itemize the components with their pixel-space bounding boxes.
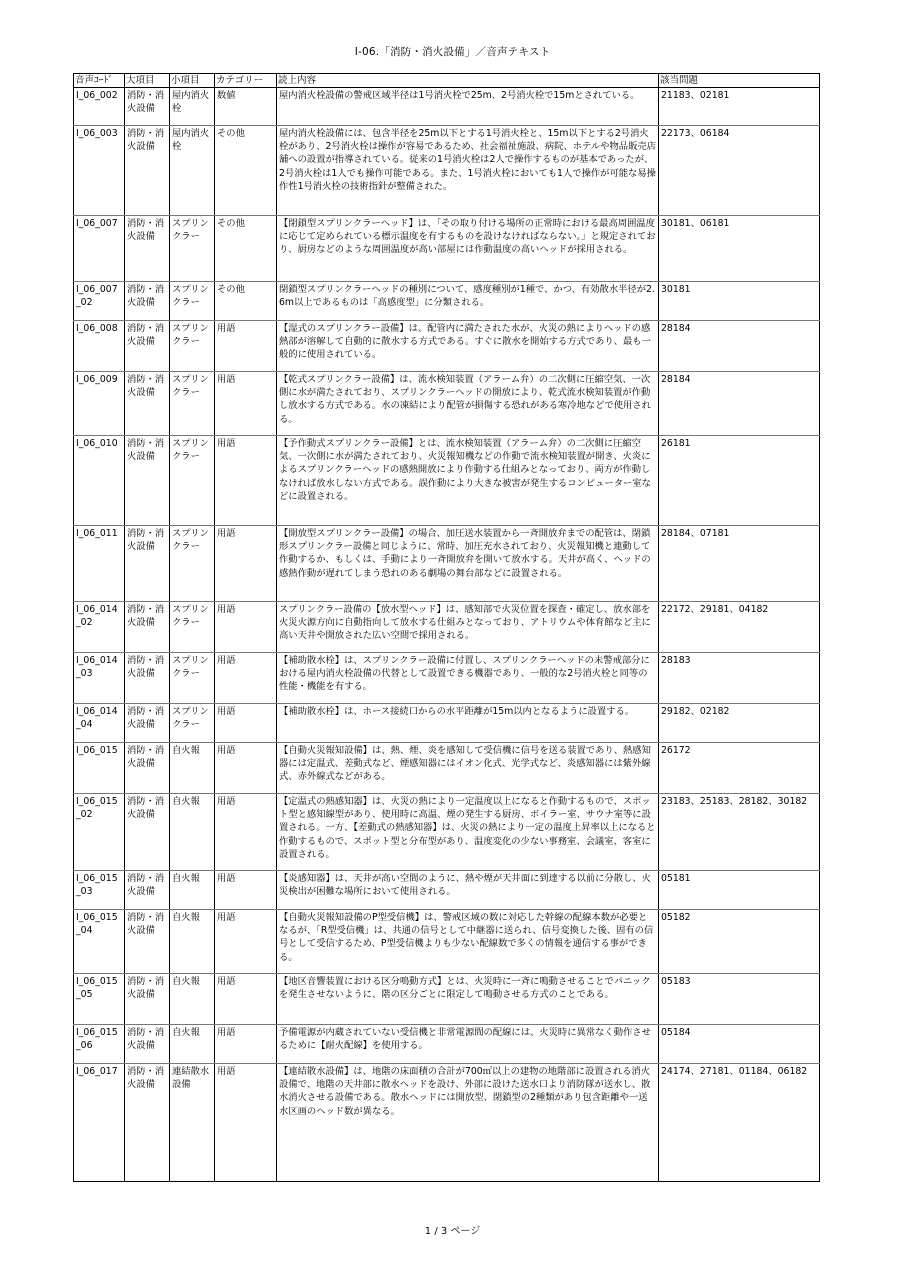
row-category: 用語 bbox=[215, 602, 277, 653]
row-category: 用語 bbox=[215, 704, 277, 743]
row-related-problems: 21183、02181 bbox=[659, 88, 820, 126]
row-major-item: 消防・消火設備 bbox=[125, 321, 170, 372]
table-header-row bbox=[74, 74, 820, 88]
row-audio-code: I_06_014_04 bbox=[74, 704, 125, 743]
row-audio-code: I_06_015_02 bbox=[74, 794, 125, 871]
table-row bbox=[74, 743, 820, 794]
row-reading-content: 【地区音響装置における区分鳴動方式】とは、火災時に一斉に鳴動させることでパニックを発生させないように、階の区分ごとに限定して鳴動させる方式のことである。 bbox=[277, 974, 659, 1025]
row-major-item: 消防・消火設備 bbox=[125, 974, 170, 1025]
row-category: 用語 bbox=[215, 1064, 277, 1182]
row-minor-item: スプリンクラー bbox=[170, 216, 215, 282]
header-audio-code: 音声ｺｰﾄﾞ bbox=[74, 74, 125, 88]
row-reading-content: 【乾式スプリンクラー設備】は、流水検知装置（アラーム弁）の二次側に圧縮空気、一次側に水が満たされており、スプリンクラーヘッドの開放により、乾式流水検知装置が作動し放水する方式である。水の凍結により配管が損傷する恐れがある寒冷地などで使用される。 bbox=[277, 372, 659, 436]
row-major-item: 消防・消火設備 bbox=[125, 653, 170, 704]
row-reading-content: 【予作動式スプリンクラー設備】とは、流水検知装置（アラーム弁）の二次側に圧縮空気、一次側に水が満たされており、火災報知機などの作動で流水検知装置が開き、火炎によるスプリンクラーヘッドの感熱開放により作動する仕組みとなっており、両方が作動しなければ放水しない方式である。誤作動により大きな被害が発生するコンピューター室などに設置される。 bbox=[277, 436, 659, 526]
row-major-item: 消防・消火設備 bbox=[125, 743, 170, 794]
row-reading-content: 【炎感知器】は、天井が高い空間のように、熱や煙が天井面に到達する以前に分散し、火災検出が困難な場所において使用される。 bbox=[277, 871, 659, 910]
row-minor-item: スプリンクラー bbox=[170, 602, 215, 653]
row-reading-content: 【定温式の熱感知器】は、火災の熱により一定温度以上になると作動するもので、スポット型と感知線型があり、使用時に高温、煙の発生する厨房、ボイラー室、サウナ室等に設置される。一方、【差動式の熱感知器】は、火災の熱により一定の温度上昇率以上になると作動するもので、スポット型と分布型があり、温度変化の少ない事務室、会議室、客室に設置される。 bbox=[277, 794, 659, 871]
table-row bbox=[74, 282, 820, 321]
row-major-item: 消防・消火設備 bbox=[125, 282, 170, 321]
row-reading-content: 【自動火災報知設備のP型受信機】は、警戒区域の数に対応した幹線の配線本数が必要となるが、「R型受信機」は、共通の信号として中継器に送られ、信号変換した後、固有の信号として受信するため、P型受信機よりも少ない配線数で多くの情報を通信する事ができる。 bbox=[277, 910, 659, 974]
audio-text-table-container bbox=[73, 73, 819, 1182]
row-related-problems: 29182、02182 bbox=[659, 704, 820, 743]
row-category: 数値 bbox=[215, 88, 277, 126]
row-reading-content: 【開放型スプリンクラー設備】の場合、加圧送水装置から一斉開放弁までの配管は、閉鎖形スプリンクラー設備と同じように、常時、加圧充水されており、火災報知機と連動して作動するか、もしくは、手動により一斉開放弁を開いて放水する。天井が高く、ヘッドの感熱作動が遅れてしまう恐れのある劇場の舞台部などに設置される。 bbox=[277, 526, 659, 602]
audio-text-table bbox=[73, 73, 820, 1182]
row-category: 用語 bbox=[215, 321, 277, 372]
row-related-problems: 05184 bbox=[659, 1025, 820, 1064]
row-category: その他 bbox=[215, 282, 277, 321]
row-minor-item: スプリンクラー bbox=[170, 653, 215, 704]
table-row bbox=[74, 602, 820, 653]
row-category: 用語 bbox=[215, 974, 277, 1025]
header-major-item: 大項目 bbox=[125, 74, 170, 88]
row-related-problems: 28184 bbox=[659, 321, 820, 372]
row-reading-content: 【湿式のスプリンクラー設備】は、配管内に満たされた水が、火災の熱によりヘッドの感熱部が溶解して自動的に散水する方式である。すぐに散水を開始する方式であり、最も一般的に使用されている。 bbox=[277, 321, 659, 372]
row-audio-code: I_06_014_02 bbox=[74, 602, 125, 653]
row-reading-content: 予備電源が内蔵されていない受信機と非常電源間の配線には、火災時に異常なく動作させるために【耐火配線】を使用する。 bbox=[277, 1025, 659, 1064]
row-major-item: 消防・消火設備 bbox=[125, 436, 170, 526]
row-minor-item: スプリンクラー bbox=[170, 321, 215, 372]
row-major-item: 消防・消火設備 bbox=[125, 1025, 170, 1064]
row-category: 用語 bbox=[215, 871, 277, 910]
table-row bbox=[74, 704, 820, 743]
row-major-item: 消防・消火設備 bbox=[125, 216, 170, 282]
table-row bbox=[74, 1064, 820, 1182]
row-minor-item: 自火報 bbox=[170, 743, 215, 794]
row-related-problems: 05182 bbox=[659, 910, 820, 974]
row-related-problems: 26181 bbox=[659, 436, 820, 526]
header-related-problems: 該当問題 bbox=[659, 74, 820, 88]
row-audio-code: I_06_007 bbox=[74, 216, 125, 282]
row-category: 用語 bbox=[215, 794, 277, 871]
row-major-item: 消防・消火設備 bbox=[125, 794, 170, 871]
header-minor-item: 小項目 bbox=[170, 74, 215, 88]
row-category: 用語 bbox=[215, 910, 277, 974]
row-category: 用語 bbox=[215, 436, 277, 526]
row-related-problems: 28184 bbox=[659, 372, 820, 436]
row-related-problems: 22173、06184 bbox=[659, 126, 820, 216]
table-row bbox=[74, 88, 820, 126]
row-category: 用語 bbox=[215, 1025, 277, 1064]
row-category: 用語 bbox=[215, 653, 277, 704]
row-minor-item: 屋内消火栓 bbox=[170, 88, 215, 126]
row-reading-content: 屋内消火栓設備には、包含半径を25m以下とする1号消火栓と、15m以下とする2号消火栓があり、2号消火栓は操作が容易であるため、社会福祉施設、病院、ホテルや物品販売店舗への設置が指導されている。従来の1号消火栓は2人で操作するものが基本であったが、2号消火栓は1人でも操作可能である。また、1号消火栓においても1人で操作が可能な易操作性1号消火栓の技術指針が整備された。 bbox=[277, 126, 659, 216]
row-audio-code: I_06_002 bbox=[74, 88, 125, 126]
table-row bbox=[74, 1025, 820, 1064]
row-reading-content: 【補助散水栓】は、スプリンクラー設備に付置し、スプリンクラーヘッドの未警戒部分における屋内消火栓設備の代替として設置できる機器であり、一般的な2号消火栓と同等の性能・機能を有する。 bbox=[277, 653, 659, 704]
row-major-item: 消防・消火設備 bbox=[125, 910, 170, 974]
table-row bbox=[74, 871, 820, 910]
table-row bbox=[74, 321, 820, 372]
row-minor-item: 自火報 bbox=[170, 1025, 215, 1064]
row-reading-content: スプリンクラー設備の【放水型ヘッド】は、感知部で火災位置を探査・確定し、放水部を火災火源方向に自動指向して放水する仕組みとなっており、アトリウムや体育館など主に高い天井や開放された広い空間で採用される。 bbox=[277, 602, 659, 653]
row-audio-code: I_06_007_02 bbox=[74, 282, 125, 321]
row-related-problems: 30181、06181 bbox=[659, 216, 820, 282]
row-major-item: 消防・消火設備 bbox=[125, 372, 170, 436]
row-audio-code: I_06_009 bbox=[74, 372, 125, 436]
row-audio-code: I_06_015_03 bbox=[74, 871, 125, 910]
header-reading-content: 読上内容 bbox=[277, 74, 659, 88]
row-category: その他 bbox=[215, 126, 277, 216]
row-audio-code: I_06_015_04 bbox=[74, 910, 125, 974]
row-minor-item: 自火報 bbox=[170, 910, 215, 974]
row-related-problems: 30181 bbox=[659, 282, 820, 321]
table-body bbox=[74, 88, 820, 1182]
row-audio-code: I_06_017 bbox=[74, 1064, 125, 1182]
row-category: 用語 bbox=[215, 743, 277, 794]
table-row bbox=[74, 526, 820, 602]
row-audio-code: I_06_003 bbox=[74, 126, 125, 216]
row-audio-code: I_06_015_06 bbox=[74, 1025, 125, 1064]
row-related-problems: 28183 bbox=[659, 653, 820, 704]
row-reading-content: 【閉鎖型スプリンクラーヘッド】は、「その取り付ける場所の正常時における最高周囲温度に応じて定められている標示温度を有するものを設けなければならない。」と規定されており、厨房などのような周囲温度が高い部屋には作動温度の高いヘッドが採用される。 bbox=[277, 216, 659, 282]
row-audio-code: I_06_015 bbox=[74, 743, 125, 794]
row-category: 用語 bbox=[215, 526, 277, 602]
row-major-item: 消防・消火設備 bbox=[125, 871, 170, 910]
row-minor-item: 屋内消火栓 bbox=[170, 126, 215, 216]
row-category: 用語 bbox=[215, 372, 277, 436]
document-title: I-06.「消防・消火設備」／音声テキスト bbox=[354, 46, 551, 58]
row-major-item: 消防・消火設備 bbox=[125, 704, 170, 743]
row-reading-content: 【補助散水栓】は、ホース接続口からの水平距離が15m以内となるように設置する。 bbox=[277, 704, 659, 743]
row-related-problems: 23183、25183、28182、30182 bbox=[659, 794, 820, 871]
page-number: 1 / 3 ページ bbox=[424, 1226, 481, 1237]
row-major-item: 消防・消火設備 bbox=[125, 126, 170, 216]
row-minor-item: 連結散水設備 bbox=[170, 1064, 215, 1182]
row-audio-code: I_06_008 bbox=[74, 321, 125, 372]
table-row bbox=[74, 436, 820, 526]
row-related-problems: 05183 bbox=[659, 974, 820, 1025]
row-audio-code: I_06_014_03 bbox=[74, 653, 125, 704]
row-audio-code: I_06_011 bbox=[74, 526, 125, 602]
row-reading-content: 【連結散水設備】は、地階の床面積の合計が700㎡以上の建物の地階部に設置される消火設備で、地階の天井部に散水ヘッドを設け、外部に設けた送水口より消防隊が送水し、散水消火させる設備である。散水ヘッドには開放型、閉鎖型の2種類があり包含距離や一送水区画のヘッド数が異なる。 bbox=[277, 1064, 659, 1182]
row-related-problems: 05181 bbox=[659, 871, 820, 910]
row-related-problems: 28184、07181 bbox=[659, 526, 820, 602]
row-minor-item: スプリンクラー bbox=[170, 372, 215, 436]
row-major-item: 消防・消火設備 bbox=[125, 1064, 170, 1182]
header-category: カテゴリー bbox=[215, 74, 277, 88]
row-minor-item: スプリンクラー bbox=[170, 282, 215, 321]
table-row bbox=[74, 794, 820, 871]
table-row bbox=[74, 910, 820, 974]
row-minor-item: 自火報 bbox=[170, 871, 215, 910]
row-related-problems: 24174、27181、01184、06182 bbox=[659, 1064, 820, 1182]
table-row bbox=[74, 653, 820, 704]
row-major-item: 消防・消火設備 bbox=[125, 526, 170, 602]
row-reading-content: 屋内消火栓設備の警戒区域半径は1号消火栓で25m、2号消火栓で15mとされている。 bbox=[277, 88, 659, 126]
table-row bbox=[74, 974, 820, 1025]
row-minor-item: スプリンクラー bbox=[170, 704, 215, 743]
row-related-problems: 22172、29181、04182 bbox=[659, 602, 820, 653]
row-related-problems: 26172 bbox=[659, 743, 820, 794]
row-audio-code: I_06_015_05 bbox=[74, 974, 125, 1025]
row-major-item: 消防・消火設備 bbox=[125, 88, 170, 126]
row-minor-item: 自火報 bbox=[170, 794, 215, 871]
row-minor-item: 自火報 bbox=[170, 974, 215, 1025]
row-audio-code: I_06_010 bbox=[74, 436, 125, 526]
row-major-item: 消防・消火設備 bbox=[125, 602, 170, 653]
row-minor-item: スプリンクラー bbox=[170, 436, 215, 526]
table-row bbox=[74, 372, 820, 436]
row-reading-content: 【自動火災報知設備】は、熱、煙、炎を感知して受信機に信号を送る装置であり、熱感知器には定温式、差動式など、煙感知器にはイオン化式、光学式など、炎感知器には紫外線式、赤外線式などがある。 bbox=[277, 743, 659, 794]
table-row bbox=[74, 126, 820, 216]
table-row bbox=[74, 216, 820, 282]
row-minor-item: スプリンクラー bbox=[170, 526, 215, 602]
row-reading-content: 閉鎖型スプリンクラーヘッドの種別について、感度種別が1種で、かつ、有効散水半径が2.6m以上であるものは「高感度型」に分類される。 bbox=[277, 282, 659, 321]
row-category: その他 bbox=[215, 216, 277, 282]
